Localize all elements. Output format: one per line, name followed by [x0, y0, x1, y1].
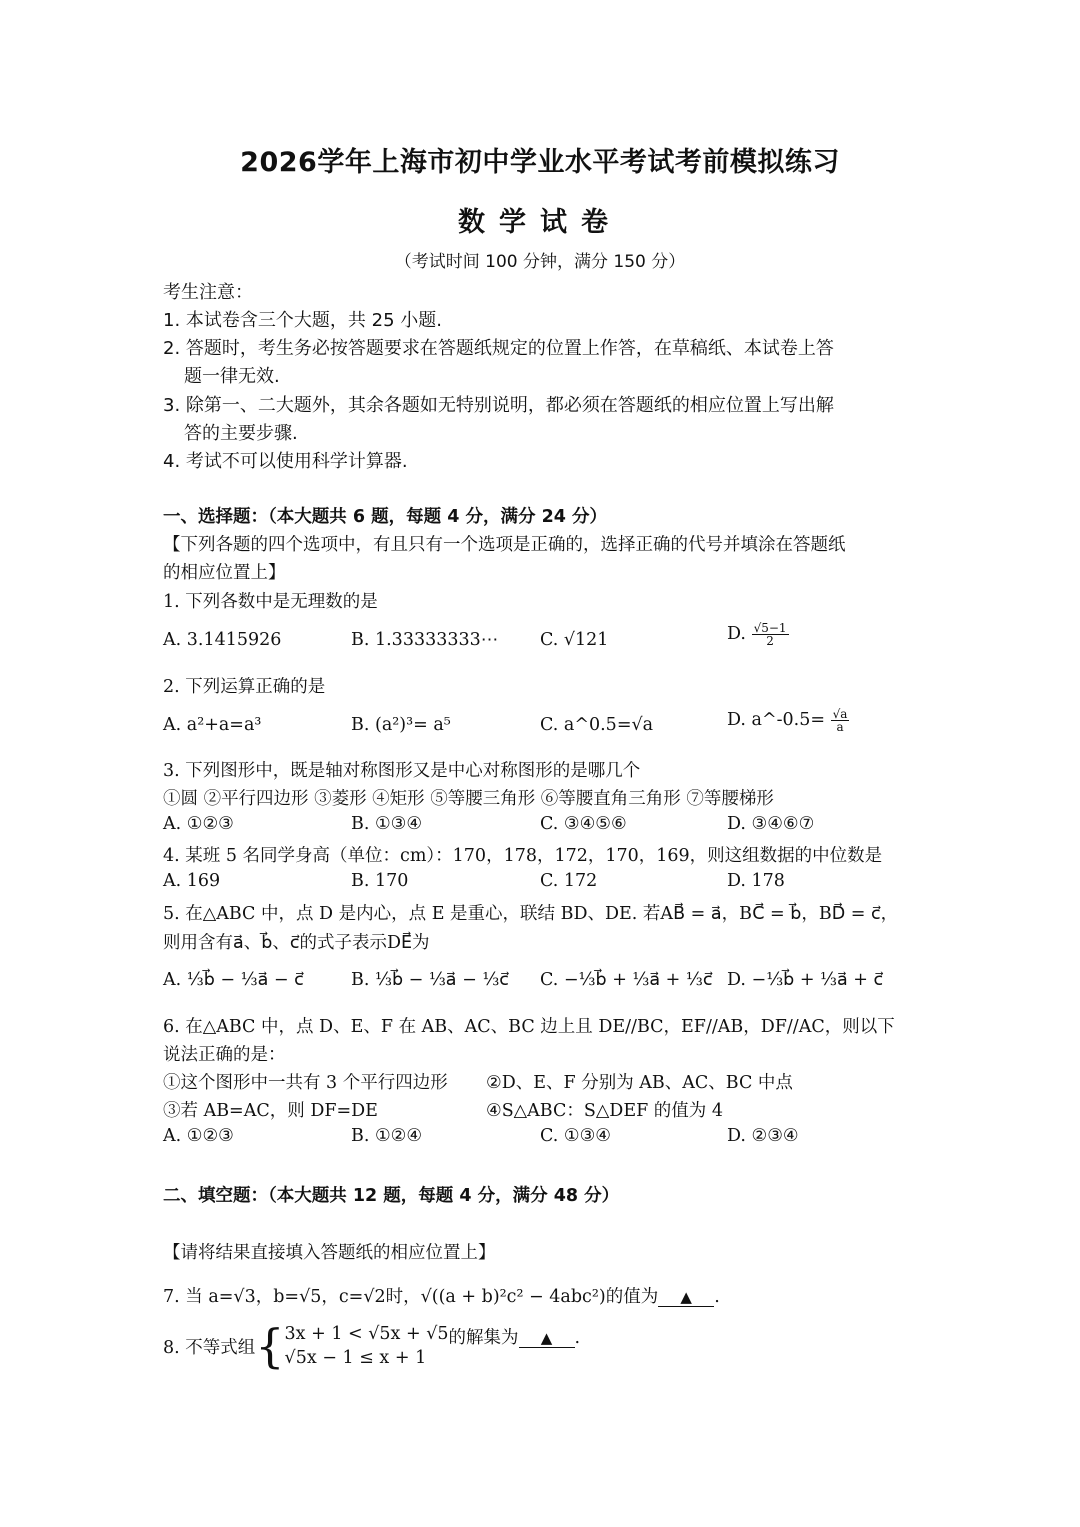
q6-statement-1: ①这个图形中一共有 3 个平行四边形 — [163, 1073, 448, 1093]
q7-period: . — [714, 1287, 720, 1307]
q5-stem: 5. 在△ABC 中，点 D 是内心，点 E 是重心，联结 BD、DE. 若AB⃗ = a⃗，BC⃗ = b⃗，BD⃗ = c⃗， — [163, 904, 899, 924]
q8-stem: 8. 不等式组 — [163, 1337, 256, 1358]
q6-statement-2: ②D、E、F 分别为 AB、AC、BC 中点 — [486, 1073, 793, 1093]
q6-option-c: C. ①③④ — [540, 1126, 611, 1146]
q1-option-a: A. 3.1415926 — [163, 630, 282, 650]
q8-period: . — [574, 1328, 581, 1348]
q8-inequality-2: √5x − 1 ≤ x + 1 — [284, 1348, 427, 1368]
q2-option-d-label: D. a^-0.5= — [727, 710, 826, 730]
notice-item: 3. 除第一、二大题外，其余各题如无特别说明，都必须在答题纸的相应位置上写出解 — [163, 395, 834, 416]
exam-meta: （考试时间 100 分钟，满分 150 分） — [394, 252, 686, 272]
notice-item: 2. 答题时，考生务必按答题要求在答题纸规定的位置上作答，在草稿纸、本试卷上答 — [163, 338, 834, 359]
q5-option-a: A. ⅓b⃗ − ⅓a⃗ − c⃗ — [163, 970, 304, 990]
q8-answer-blank[interactable]: ▲ — [519, 1329, 575, 1348]
q6-option-d: D. ②③④ — [727, 1126, 799, 1146]
fraction-numerator: √a — [832, 707, 848, 721]
q6-option-a: A. ①②③ — [163, 1126, 234, 1146]
notice-item: 4. 考试不可以使用科学计算器. — [163, 451, 408, 472]
fraction-denominator: 2 — [766, 634, 774, 648]
section2-heading: 二、填空题：（本大题共 12 题，每题 4 分，满分 48 分） — [163, 1186, 620, 1206]
q1-option-c: C. √121 — [540, 630, 609, 650]
q5-stem: 则用含有a⃗、b⃗、c⃗的式子表示DE⃗为 — [163, 933, 430, 953]
q7-stem: 7. 当 a=√3，b=√5，c=√2时，√((a + b)²c² − 4abc²)的值为 — [163, 1287, 659, 1307]
q5-option-c: C. −⅓b⃗ + ⅓a⃗ + ⅓c⃗ — [540, 970, 713, 990]
q3-option-c: C. ③④⑤⑥ — [540, 814, 627, 834]
exam-title: 2026学年上海市初中学业水平考试考前模拟练习 — [240, 147, 840, 178]
q3-stem: 3. 下列图形中，既是轴对称图形又是中心对称图形的是哪几个 — [163, 761, 641, 781]
q3-option-a: A. ①②③ — [163, 814, 234, 834]
q2-option-c: C. a^0.5=√a — [540, 715, 654, 735]
notice-item: 答的主要步骤. — [184, 423, 298, 444]
q3-option-b: B. ①③④ — [351, 814, 423, 834]
q1-option-d — [727, 622, 789, 647]
q4-option-a: A. 169 — [163, 871, 221, 891]
q5-option-b: B. ⅓b⃗ − ⅓a⃗ − ⅓c⃗ — [351, 970, 509, 990]
section1-instruction: 【下列各题的四个选项中，有且只有一个选项是正确的，选择正确的代号并填涂在答题纸 — [163, 535, 846, 555]
q4-option-c: C. 172 — [540, 871, 598, 891]
q1-option-d-label: D. — [727, 624, 746, 644]
q2-option-d-fraction — [831, 708, 850, 733]
notice-item: 题一律无效. — [184, 366, 280, 387]
q8 — [163, 1319, 581, 1373]
q5-option-d: D. −⅓b⃗ + ⅓a⃗ + c⃗ — [727, 970, 884, 990]
section1-heading: 一、选择题：（本大题共 6 题，每题 4 分，满分 24 分） — [163, 507, 608, 527]
notice-item: 1. 本试卷含三个大题，共 25 小题. — [163, 310, 442, 331]
q2-option-b: B. (a²)³= a⁵ — [351, 715, 451, 735]
q3-shape-list: ①圆 ②平行四边形 ③菱形 ④矩形 ⑤等腰三角形 ⑥等腰直角三角形 ⑦等腰梯形 — [163, 789, 774, 809]
q4-stem: 4. 某班 5 名同学身高（单位：cm）：170，178，172，170，169，则这组数据的中位数是 — [163, 846, 883, 866]
q8-system — [285, 1322, 449, 1370]
fraction-denominator: a — [836, 720, 844, 734]
q8-tail — [449, 1324, 581, 1349]
q1-option-b: B. 1.33333333⋯ — [351, 630, 499, 650]
q4-option-d: D. 178 — [727, 871, 785, 891]
section2-instruction: 【请将结果直接填入答题纸的相应位置上】 — [163, 1243, 496, 1263]
exam-subtitle: 数学试卷 — [458, 207, 622, 238]
q8-tail-text: 的解集为 — [448, 1328, 519, 1348]
q6-statement-3: ③若 AB=AC，则 DF=DE — [163, 1101, 378, 1121]
q6-option-b: B. ①②④ — [351, 1126, 423, 1146]
q2-stem: 2. 下列运算正确的是 — [163, 677, 326, 697]
notice-heading: 考生注意： — [163, 282, 253, 303]
q2-option-a: A. a²+a=a³ — [163, 715, 262, 735]
q6-statement-4: ④S△ABC：S△DEF 的值为 4 — [486, 1101, 724, 1121]
brace-symbol: { — [255, 1319, 285, 1373]
q1-option-d-fraction — [752, 622, 789, 647]
q1-stem: 1. 下列各数中是无理数的是 — [163, 592, 378, 612]
q4-option-b: B. 170 — [351, 871, 409, 891]
q7-answer-blank[interactable]: ▲ — [658, 1288, 714, 1307]
fraction-numerator: √5−1 — [753, 621, 787, 635]
q3-option-d: D. ③④⑥⑦ — [727, 814, 815, 834]
q8-inequality-1: 3x + 1 < √5x + √5 — [284, 1324, 449, 1344]
q6-stem: 6. 在△ABC 中，点 D、E、F 在 AB、AC、BC 边上且 DE//BC，EF//AB，DF//AC，则以下 — [163, 1017, 895, 1037]
q2-option-d — [727, 708, 849, 733]
section1-instruction: 的相应位置上】 — [163, 563, 286, 583]
q7 — [163, 1283, 720, 1308]
q6-stem: 说法正确的是： — [163, 1045, 286, 1065]
